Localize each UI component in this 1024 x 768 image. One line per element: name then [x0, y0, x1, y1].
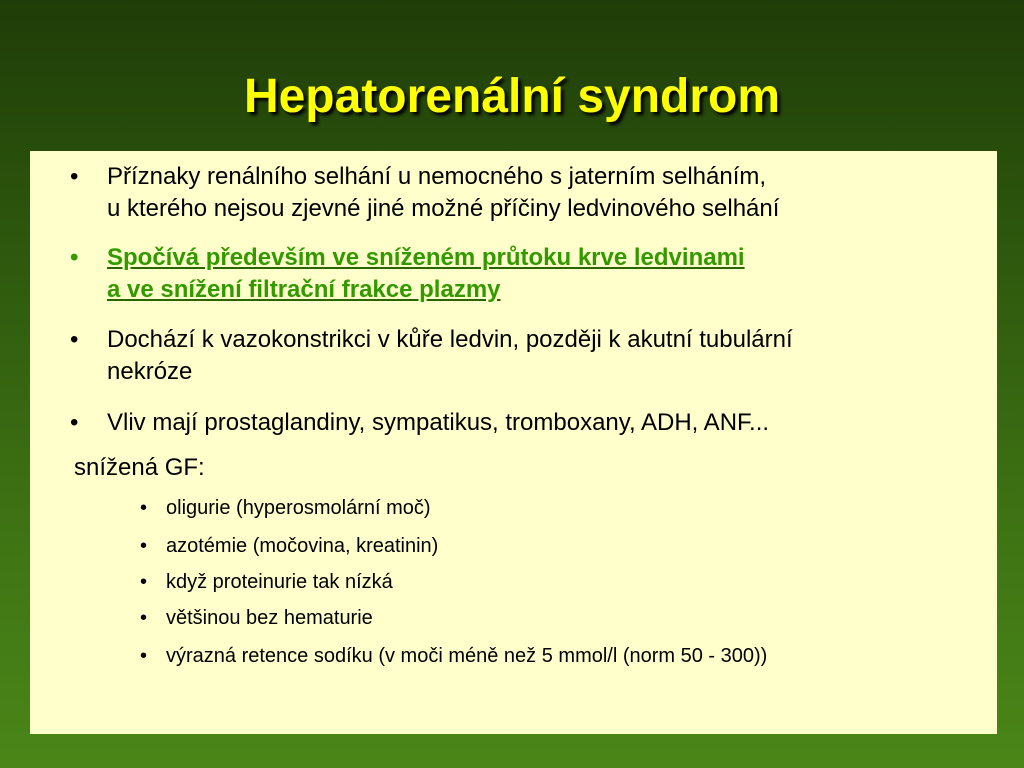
- bullet-item-2-line-2-text: a ve snížení filtrační frakce plazmy: [107, 276, 501, 303]
- bullet-item-2-line-1: [70, 242, 1000, 274]
- bullet-symbol: •: [140, 645, 148, 667]
- sub-bullet-item-1-text: oligurie (hyperosmolární moč): [166, 497, 431, 519]
- bullet-item-2-line-2: [70, 274, 1000, 306]
- bullet-symbol: •: [70, 244, 79, 271]
- sub-bullet-item-5: [140, 642, 767, 670]
- sub-heading-snizena-gf: snížená GF:: [74, 454, 205, 481]
- bullet-symbol: •: [70, 409, 79, 436]
- bullet-symbol: •: [140, 571, 148, 593]
- bullet-item-1-line-2: u kterého nejsou zjevné jiné možné příčiny ledvinového selhání: [107, 195, 780, 222]
- bullet-item-3-line-1: Dochází k vazokonstrikci v kůře ledvin, později k akutní tubulární: [107, 326, 793, 353]
- sub-bullet-item-3-text: když proteinurie tak nízká: [166, 571, 393, 593]
- sub-bullet-item-4-text: většinou bez hematurie: [166, 607, 373, 629]
- sub-bullet-item-5-text: výrazná retence sodíku (v moči méně než 5 mmol/l (norm 50 - 300)): [166, 645, 768, 667]
- bullet-item-4: [70, 407, 1000, 439]
- bullet-item-3: [70, 324, 1000, 388]
- bullet-symbol: •: [70, 163, 79, 190]
- bullet-symbol: •: [70, 326, 79, 353]
- sub-bullet-item-3: [140, 568, 393, 596]
- bullet-item-4-line-1: Vliv mají prostaglandiny, sympatikus, tromboxany, ADH, ANF...: [107, 409, 770, 436]
- bullet-item-1: [70, 161, 1000, 225]
- bullet-symbol: •: [140, 607, 148, 629]
- bullet-symbol: •: [140, 535, 148, 557]
- sub-bullet-item-2: [140, 532, 438, 560]
- bullet-item-3-line-2: nekróze: [107, 358, 193, 385]
- sub-bullet-item-2-text: azotémie (močovina, kreatinin): [166, 535, 439, 557]
- bullet-item-2-line-1-text: Spočívá především ve sníženém průtoku krve ledvinami: [107, 244, 745, 271]
- sub-bullet-item-1: [140, 494, 431, 522]
- bullet-item-1-line-1: Příznaky renálního selhání u nemocného s jaterním selháním,: [107, 163, 767, 190]
- bullet-symbol: •: [140, 497, 148, 519]
- sub-bullet-item-4: [140, 604, 373, 632]
- bullet-item-2: [70, 242, 1000, 306]
- slide-title: Hepatorenální syndrom: [243, 70, 781, 123]
